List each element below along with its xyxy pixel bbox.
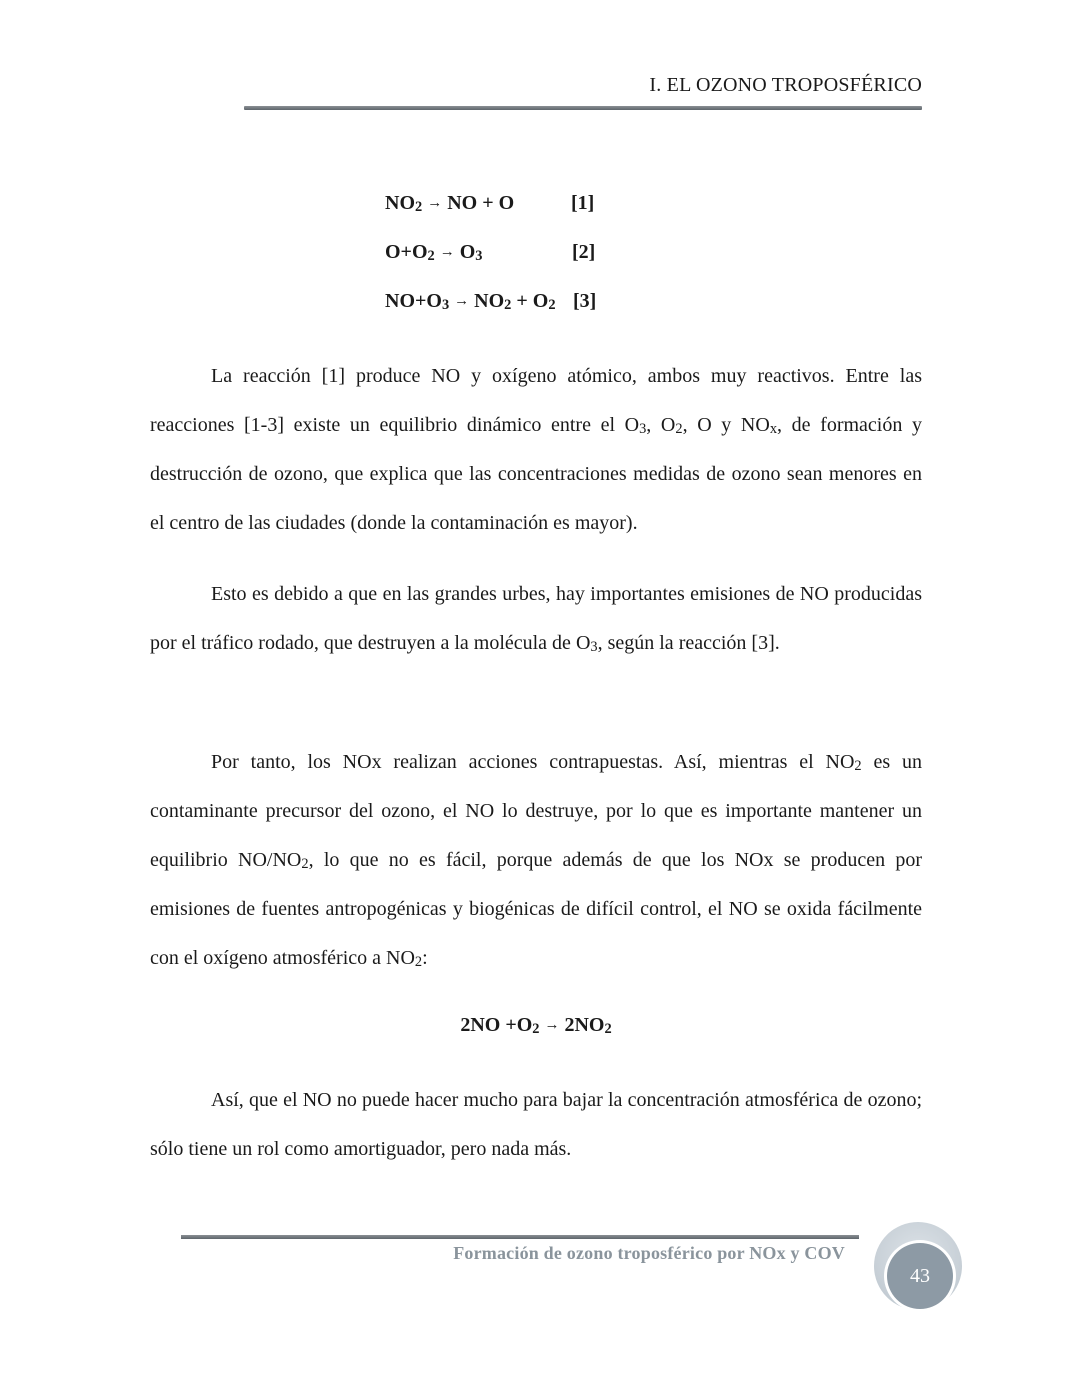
footer-title: Formación de ozono troposférico por NOx y COV [453,1243,845,1263]
arrow-icon: → [454,293,470,309]
page-number: 43 [910,1265,930,1287]
paragraph-3: Por tanto, los NOx realizan acciones contrapuestas. Así, mientras el $NO_2$ es un contaminante precursor del ozono, el NO lo destruye, por lo que es importante mantener un equilibrio $NO/NO_2$, lo que no es fácil, porque además de que los NOx se producen por emisiones de fuentes antropogénicas y biogénicas de difícil control, el NO se oxida fácilmente con el oxígeno atmosférico a $NO_2$: [150,751,923,971]
equation-number: [3] [573,290,597,312]
header-divider [244,106,922,110]
footer-divider [181,1235,859,1239]
page-number-badge [874,1222,964,1312]
equation-number: [1] [571,192,595,214]
arrow-icon: → [427,195,443,211]
arrow-icon: → [544,1017,560,1033]
equation-number: [2] [572,241,596,263]
centered-equation: $2NO +O_2 \to 2NO_2$ [460,1014,612,1038]
paragraph-2: Esto es debido a que en las grandes urbes, hay importantes emisiones de NO producidas por el tráfico rodado, que destruyen a la molécula de $O_3$, según la reacción [3]. [150,583,922,656]
page-header-title: I. EL OZONO TROPOSFÉRICO [649,74,922,96]
arrow-icon: → [439,244,455,260]
paragraph-1: La reacción [1] produce NO y oxígeno atómico, ambos muy reactivos. Entre las reacciones [1-3] existe un equilibrio dinámico entre el $O_3$, $O_2$, O y $NO_x$, de formación y destrucción de ozono, que explica que las concentraciones medidas de ozono sean menores en el centro de las ciudades (donde la contaminación es mayor). [150,365,922,534]
paragraph-4: Así, que el NO no puede hacer mucho para bajar la concentración atmosférica de ozono; sólo tiene un rol como amortiguador, pero nada más. [150,1089,922,1160]
